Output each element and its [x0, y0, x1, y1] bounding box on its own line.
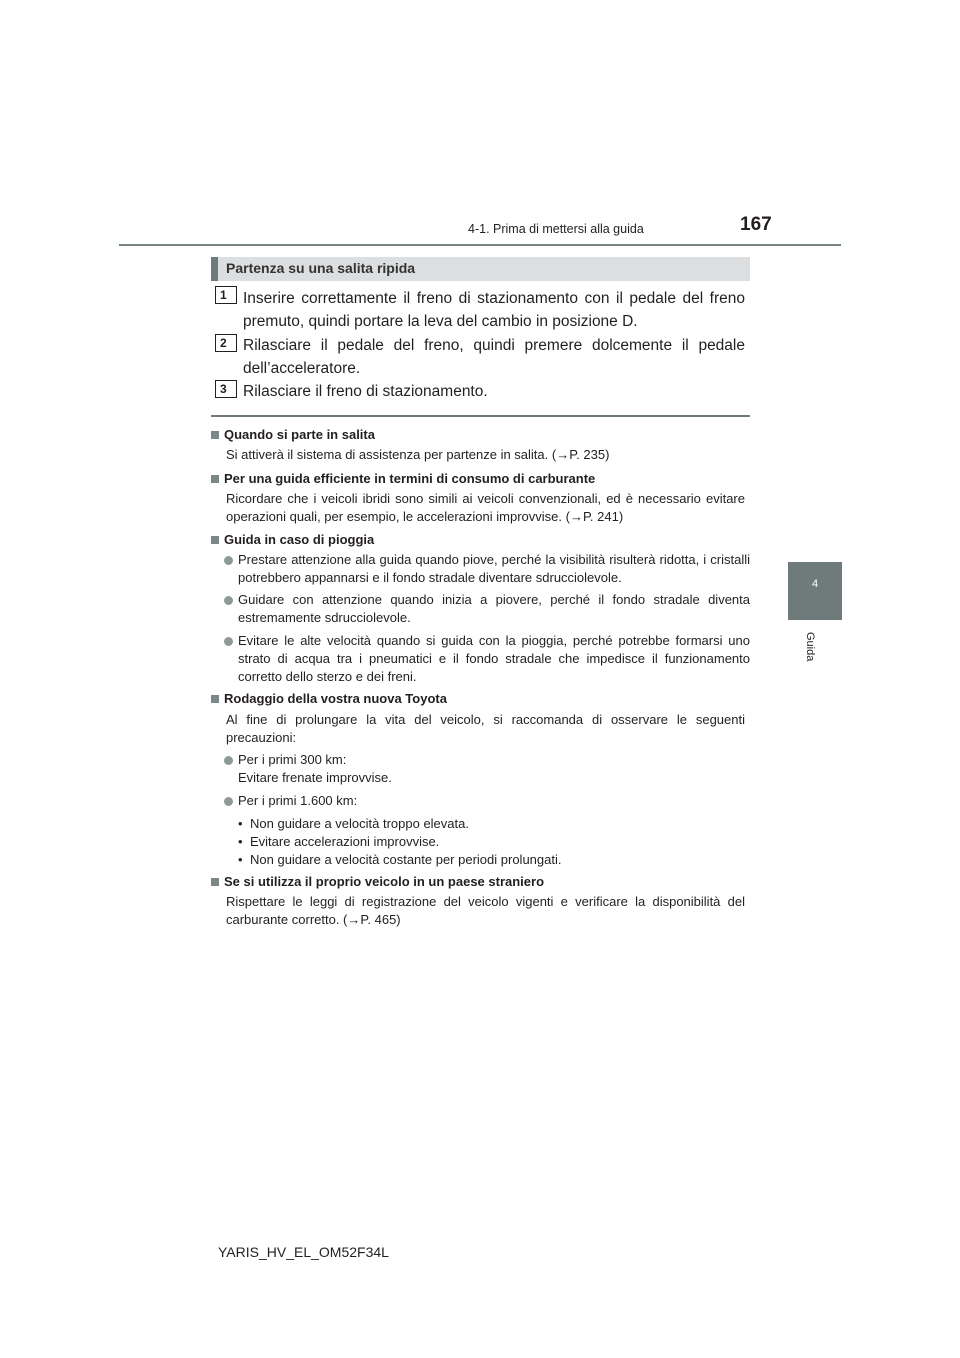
note-body-abroad: Rispettare le leggi di registrazione del veicolo vigenti e verificare la disponibilità del carburante corretto. (→P. 465) — [226, 894, 745, 927]
note-body-break-in: Al fine di prolungare la vita del veicolo, si raccomanda di osservare le seguenti precauzioni: — [226, 712, 745, 745]
round-bullet-icon — [224, 637, 233, 646]
step-number-3: 3 — [215, 380, 237, 398]
square-bullet-icon — [211, 536, 219, 544]
note-heading-break-in: Rodaggio della vostra nuova Toyota — [211, 690, 447, 708]
round-bullet-icon — [224, 797, 233, 806]
note-rain-bullet-2: Guidare con attenzione quando inizia a piovere, perché il fondo stradale diventa estremamente sdrucciolevole. — [238, 592, 750, 625]
note-rain-bullet-3: Evitare le alte velocità quando si guida con la pioggia, perché potrebbe formarsi uno strato di acqua tra i pneumatici e il fondo stradale che impedisce il funzionamento corretto dello sterzo e dei freni. — [238, 633, 750, 684]
round-bullet-icon — [224, 596, 233, 605]
square-bullet-icon — [211, 431, 219, 439]
step-text-1: Inserire correttamente il freno di stazionamento con il pedale del freno premuto, quindi portare la leva del cambio in posizione D. — [243, 290, 745, 330]
note-break-in-sub-3: • Non guidare a velocità costante per periodi prolungati. — [238, 852, 562, 867]
note-break-in-bullet-1-line-1: Per i primi 300 km: — [238, 752, 347, 767]
chapter-tab — [788, 562, 842, 620]
square-bullet-icon — [211, 475, 219, 483]
section-heading: Partenza su una salita ripida — [226, 260, 416, 276]
round-bullet-icon — [224, 756, 233, 765]
note-heading-abroad: Se si utilizza il proprio veicolo in un paese straniero — [211, 873, 544, 891]
round-bullet-icon — [224, 556, 233, 565]
chapter-tab-label: Guida — [804, 632, 816, 662]
note-break-in-bullet-1-line-2: Evitare frenate improvvise. — [238, 770, 392, 785]
note-break-in-sub-2: • Evitare accelerazioni improvvise. — [238, 834, 440, 849]
chapter-tab-number: 4 — [811, 578, 819, 590]
note-body-uphill: Si attiverà il sistema di assistenza per partenze in salita. (→P. 235) — [226, 447, 610, 462]
step-text-2: Rilasciare il pedale del freno, quindi premere dolcemente il pedale dell’acceleratore. — [243, 337, 745, 377]
square-bullet-icon — [211, 878, 219, 886]
document-code: YARIS_HV_EL_OM52F34L — [218, 1244, 389, 1260]
step-number-1: 1 — [215, 286, 237, 304]
note-rain-bullet-1: Prestare attenzione alla guida quando piove, perché la visibilità risulterà ridotta, i cristalli potrebbero appannarsi e il fondo stradale diventare sdrucciolevole. — [238, 552, 750, 585]
header-section-title: 4-1. Prima di mettersi alla guida — [468, 222, 644, 236]
note-break-in-bullet-2: Per i primi 1.600 km: — [238, 793, 358, 808]
note-heading-rain: Guida in caso di pioggia — [211, 531, 374, 549]
header-divider — [119, 244, 841, 246]
note-body-efficiency: Ricordare che i veicoli ibridi sono simili ai veicoli convenzionali, ed è necessario evitare operazioni quali, per esempio, le accelerazioni improvvise. (→P. 241) — [226, 491, 745, 524]
note-heading-uphill: Quando si parte in salita — [211, 426, 375, 444]
step-text-3: Rilasciare il freno di stazionamento. — [243, 383, 488, 400]
page-number: 167 — [740, 214, 772, 235]
note-heading-efficiency: Per una guida efficiente in termini di consumo di carburante — [211, 470, 595, 488]
square-bullet-icon — [211, 695, 219, 703]
step-number-2: 2 — [215, 334, 237, 352]
section-divider — [211, 415, 750, 417]
note-break-in-sub-1: • Non guidare a velocità troppo elevata. — [238, 816, 469, 831]
